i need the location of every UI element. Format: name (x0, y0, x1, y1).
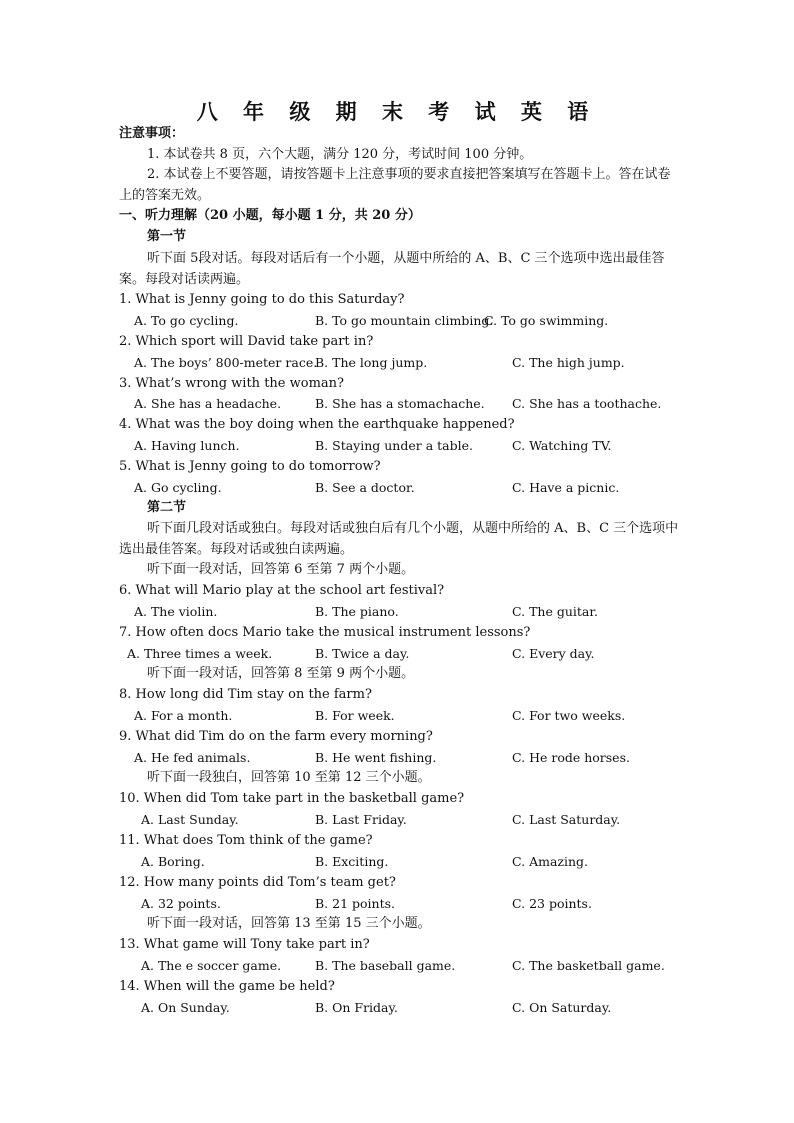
q4-option-a: A. Having lunch. (134, 438, 240, 453)
q1-option-a: A. To go cycling. (134, 313, 239, 328)
q1-option-b: B. To go mountain climbing. (315, 313, 494, 328)
question-7: 7. How often docs Mario take the musical instrument lessons? (119, 625, 531, 640)
question-5: 5. What is Jenny going to do tomorrow? (119, 459, 381, 474)
notice-heading: 注意事项： (119, 126, 185, 141)
question-10: 10. When did Tom take part in the basketball game? (119, 791, 465, 806)
sub-instruction-4: 听下面一段对话，回答第 13 至第 15 三个小题。 (147, 916, 431, 931)
q3-option-a: A. She has a headache. (134, 396, 282, 411)
question-1: 1. What is Jenny going to do this Saturday? (119, 292, 405, 307)
q5-option-a: A. Go cycling. (134, 480, 222, 495)
q5-option-b: B. See a doctor. (315, 480, 415, 495)
q6-option-a: A. The violin. (134, 604, 218, 619)
q7-option-c: C. Every day. (512, 646, 595, 661)
question-3: 3. What’s wrong with the woman? (119, 376, 344, 391)
q11-option-c: C. Amazing. (512, 854, 589, 869)
q12-option-c: C. 23 points. (512, 896, 592, 911)
q6-option-b: B. The piano. (315, 604, 399, 619)
q6-option-c: C. The guitar. (512, 604, 598, 619)
q14-option-a: A. On Sunday. (141, 1000, 230, 1015)
question-2: 2. Which sport will David take part in? (119, 334, 374, 349)
section-heading: 一、听力理解（20 小题，每小题 1 分，共 20 分） (119, 208, 421, 223)
q7-option-b: B. Twice a day. (315, 646, 410, 661)
q9-option-a: A. He fed animals. (134, 750, 251, 765)
sub-instruction-1: 听下面一段对话，回答第 6 至第 7 两个小题。 (147, 562, 415, 577)
question-14: 14. When will the game be held? (119, 979, 335, 994)
q12-option-a: A. 32 points. (141, 896, 221, 911)
q13-option-a: A. The e soccer game. (141, 958, 282, 973)
notice-item-1: 1. 本试卷共 8 页，六个大题，满分 120 分，考试时间 100 分钟。 (147, 147, 533, 162)
notice-item-2: 2. 本试卷上不要答题，请按答题卡上注意事项的要求直接把答案填写在答题卡上。答在试卷上的答案无效。 (119, 167, 671, 203)
question-12: 12. How many points did Tom’s team get? (119, 875, 396, 890)
part1-heading: 第一节 (147, 229, 187, 244)
q1-option-c: C. To go swimming. (484, 313, 609, 328)
q2-option-a: A. The boys’ 800-meter race. (134, 355, 318, 370)
q10-option-c: C. Last Saturday. (512, 812, 621, 827)
q11-option-a: A. Boring. (141, 854, 205, 869)
q9-option-c: C. He rode horses. (512, 750, 630, 765)
question-4: 4. What was the boy doing when the earthquake happened? (119, 417, 515, 432)
part1-instruction: 听下面 5段对话。每段对话后有一个小题，从题中所给的 A、B、C 三个选项中选出最佳答案。每段对话读两遍。 (119, 251, 665, 287)
part2-instruction: 听下面几段对话或独白。每段对话或独白后有几个小题，从题中所给的 A、B、C 三个选项中选出最佳答案。每段对话或独白读两遍。 (119, 521, 679, 557)
q3-option-b: B. She has a stomachache. (315, 396, 485, 411)
part2-heading: 第二节 (147, 500, 187, 515)
question-9: 9. What did Tim do on the farm every morning? (119, 729, 433, 744)
q13-option-b: B. The baseball game. (315, 958, 456, 973)
question-8: 8. How long did Tim stay on the farm? (119, 687, 372, 702)
q11-option-b: B. Exciting. (315, 854, 389, 869)
q10-option-a: A. Last Sunday. (141, 812, 239, 827)
sub-instruction-3: 听下面一段独白，回答第 10 至第 12 三个小题。 (147, 770, 431, 785)
q14-option-c: C. On Saturday. (512, 1000, 612, 1015)
page-title: 八 年 级 期 末 考 试 英 语 (196, 99, 598, 124)
q2-option-c: C. The high jump. (512, 355, 625, 370)
q12-option-b: B. 21 points. (315, 896, 395, 911)
q8-option-b: B. For week. (315, 708, 395, 723)
q2-option-b: B. The long jump. (315, 355, 428, 370)
q4-option-c: C. Watching TV. (512, 438, 612, 453)
q8-option-a: A. For a month. (134, 708, 233, 723)
q14-option-b: B. On Friday. (315, 1000, 398, 1015)
q8-option-c: C. For two weeks. (512, 708, 626, 723)
q5-option-c: C. Have a picnic. (512, 480, 620, 495)
q3-option-c: C. She has a toothache. (512, 396, 662, 411)
q7-option-a: A. Three times a week. (127, 646, 273, 661)
q10-option-b: B. Last Friday. (315, 812, 407, 827)
question-11: 11. What does Tom think of the game? (119, 833, 373, 848)
q13-option-c: C. The basketball game. (512, 958, 665, 973)
q9-option-b: B. He went fishing. (315, 750, 437, 765)
question-13: 13. What game will Tony take part in? (119, 937, 370, 952)
q4-option-b: B. Staying under a table. (315, 438, 473, 453)
sub-instruction-2: 听下面一段对话，回答第 8 至第 9 两个小题。 (147, 666, 415, 681)
question-6: 6. What will Mario play at the school art festival? (119, 583, 445, 598)
